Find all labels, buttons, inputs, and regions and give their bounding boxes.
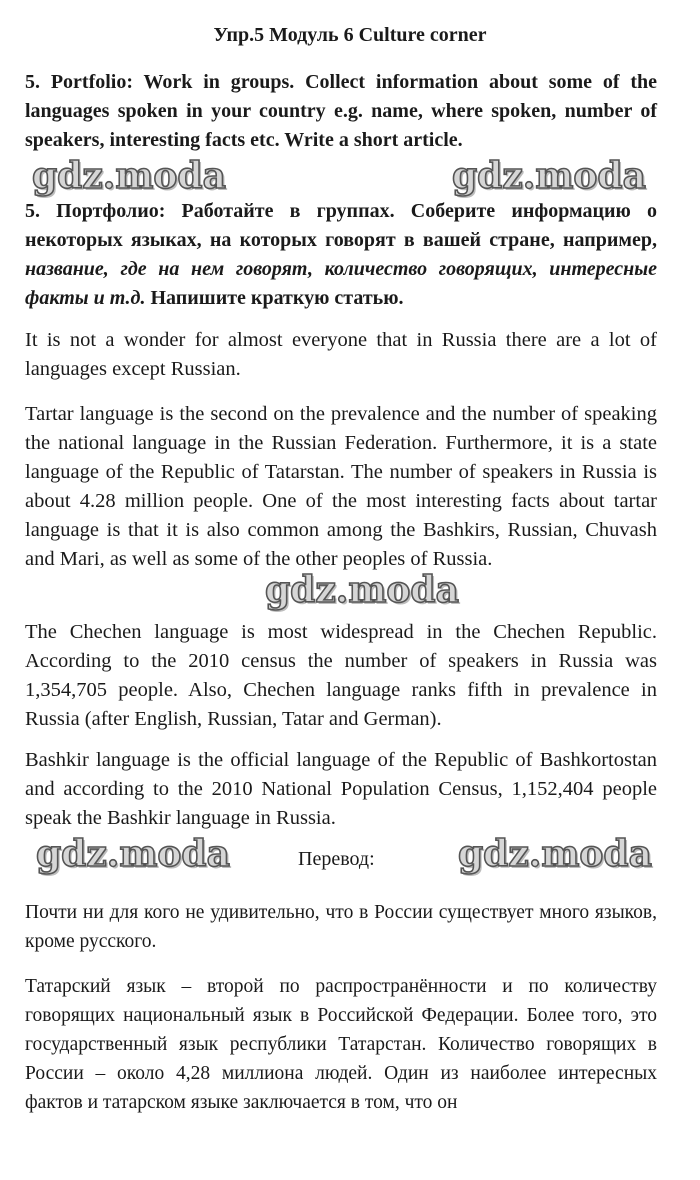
- watermark-logo: gdz.moda: [36, 833, 230, 875]
- watermark-logo: gdz.moda: [458, 833, 652, 875]
- watermark-logo: gdz.moda: [265, 569, 459, 611]
- paragraph-intro: It is not a wonder for almost everyone that in Russia there are a lot of languages except Russian.: [25, 329, 657, 380]
- task-russian-italic: название, где на нем говорят, количество говорящих, интересные факты и т.д.: [25, 258, 657, 309]
- paragraph-chechen: The Chechen language is most widespread in the Chechen Republic. According to the 2010 census the number of speakers in Russia was 1,354,705 people. Also, Chechen language ranks fifth in prevalence in Russia (after English, Russian, Tatar and German).: [25, 621, 657, 730]
- watermark-logo: gdz.moda: [32, 155, 226, 197]
- paragraph-tatar: Tartar language is the second on the prevalence and the number of speaking the national language in the Russian Federation. Furthermore, it is a state language of the Republic of Tatarstan. The number of speakers in Russia is about 4.28 million people. One of the most interesting facts about tartar language is that it is also common among the Bashkirs, Russian, Chuvash and Mari, as well as some of the other peoples of Russia.: [25, 403, 657, 570]
- paragraph-bashkir: Bashkir language is the official language of the Republic of Bashkortostan and according to the 2010 National Population Census, 1,152,404 people speak the Bashkir language in Russia.: [25, 749, 657, 829]
- paragraph-ru-intro: Почти ни для кого не удивительно, что в России существует много языков, кроме русского.: [25, 902, 657, 952]
- task-russian: [25, 197, 657, 313]
- task-russian-part1: 5. Портфолио: Работайте в группах. Соберите информацию о некоторых языках, на которых говорят в вашей стране, например,: [25, 200, 657, 251]
- paragraph-ru-tatar: Татарский язык – второй по распространённости и по количеству говорящих национальный язык в Российской Федерации. Более того, это государственный язык республики Татарстан. Количество говорящих в России – около 4,28 миллиона людей. Один из наиболее интересных фактов и татарском языке заключается в том, что он: [25, 976, 657, 1113]
- watermark-logo: gdz.moda: [452, 155, 646, 197]
- task-russian-part3: Напишите краткую статью.: [150, 287, 404, 309]
- translation-label: Перевод:: [298, 848, 375, 870]
- page-title: Упр.5 Модуль 6 Culture corner: [213, 24, 487, 46]
- task-english: 5. Portfolio: Work in groups. Collect information about some of the languages spoken in your country e.g. name, where spoken, number of speakers, interesting facts etc. Write a short article.: [25, 71, 657, 151]
